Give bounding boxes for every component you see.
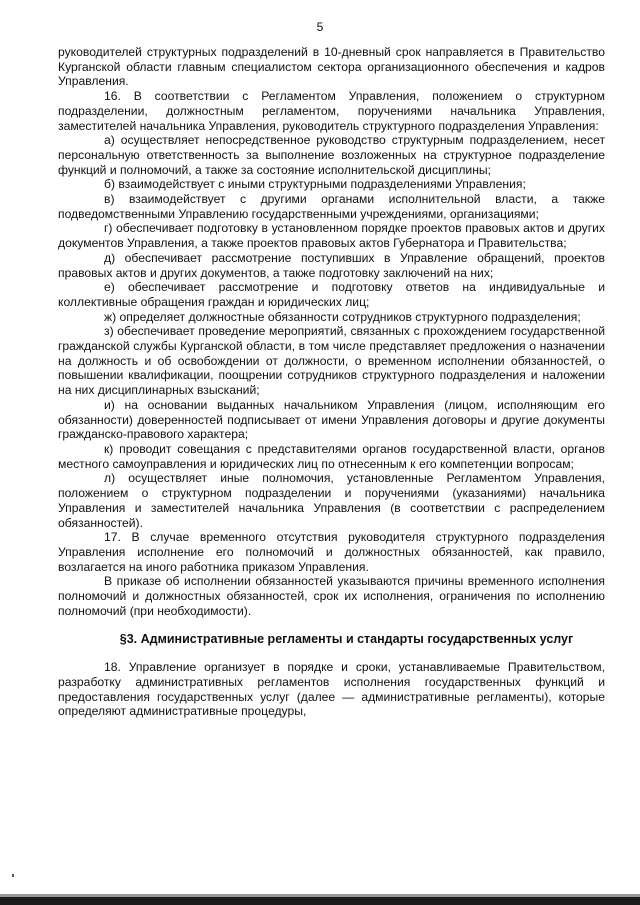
list-item-b: б) взаимодействует с иными структурными подразделениями Управления; <box>104 177 526 192</box>
paragraph-17-order: В приказе об исполнении обязанностей указываются причины временного исполнения полномочий и должностных обязанностей, срок их исполнения, ограничения по исполнению полномочий (при необходимости). <box>58 574 605 618</box>
paragraph-17: 17. В случае временного отсутствия руководителя структурного подразделения Управления исполнение его полномочий и должностных обязанностей, как правило, возлагается на иного работника приказом Управления. <box>58 530 605 574</box>
list-item-e: е) обеспечивает рассмотрение и подготовку ответов на индивидуальные и коллективные обращения граждан и юридических лиц; <box>58 280 605 309</box>
list-item-d: д) обеспечивает рассмотрение поступивших в Управление обращений, проектов правовых актов и других документов, а также подготовку заключений на них; <box>58 250 605 280</box>
scan-mark <box>12 874 14 877</box>
section-heading: §3. Административные регламенты и стандарты государственных услуг <box>119 632 574 647</box>
list-item-g: г) обеспечивает подготовку в установленном порядке проектов правовых актов и других документов Управления, а также проектов правовых актов Губернатора и Правительства; <box>58 221 605 251</box>
paragraph-16: 16. В соответствии с Регламентом Управления, положением о структурном подразделении, должностным регламентом, поручениями начальника Управления, заместителей начальника Управления, руководитель структурного подразделения Управления: <box>58 89 605 133</box>
document-body <box>58 45 605 719</box>
list-item-i: и) на основании выданных начальником Управления (лицом, исполняющим его обязанности) доверенностей подписывает от имени Управления договоры и другие документы гражданско-правового характера; <box>58 397 605 442</box>
page-number: 5 <box>316 20 324 34</box>
list-item-a: а) осуществляет непосредственное руководство структурным подразделением, несет персональную ответственность за выполнение возложенных на структурное подразделение функций и полномочий, а также за состояние исполнительской дисциплины; <box>58 133 605 177</box>
list-item-l: л) осуществляет иные полномочия, установленные Регламентом Управления, положением о структурном подразделении и поручениями (указаниями) начальника Управления и заместителей начальника Управления (в соответствии с распределением обязанностей). <box>58 471 605 530</box>
list-item-z: з) обеспечивает проведение мероприятий, связанных с прохождением государственной гражданской службы Курганской области, в том числе представляет предложения о назначении на должность и об освобождении от должности, о временном исполнении обязанностей, о повышении квалификации, поощрении сотрудников структурного подразделения и наложении на них дисциплинарных взысканий; <box>58 324 605 398</box>
paragraph-intro-continuation: руководителей структурных подразделений в 10-дневный срок направляется в Правительство Курганской области главным специалистом сектора организационного обеспечения и кадров Управления. <box>58 45 605 89</box>
list-item-v: в) взаимодействует с другими органами исполнительной власти, а также подведомственными Управлению государственными учреждениями, организациями; <box>58 192 605 221</box>
paragraph-18: 18. Управление организует в порядке и сроки, устанавливаемые Правительством, разработку административных регламентов исполнения государственных функций и предоставления государственных услуг (далее — административные регламенты), которые определяют административные процедуры, <box>58 660 605 719</box>
scan-bottom-edge <box>0 897 640 905</box>
list-item-zh: ж) определяет должностные обязанности сотрудников структурного подразделения; <box>104 309 581 324</box>
list-item-k: к) проводит совещания с представителями органов государственной власти, органов местного самоуправления и юридических лиц по отнесенным к его компетенции вопросам; <box>58 441 605 471</box>
